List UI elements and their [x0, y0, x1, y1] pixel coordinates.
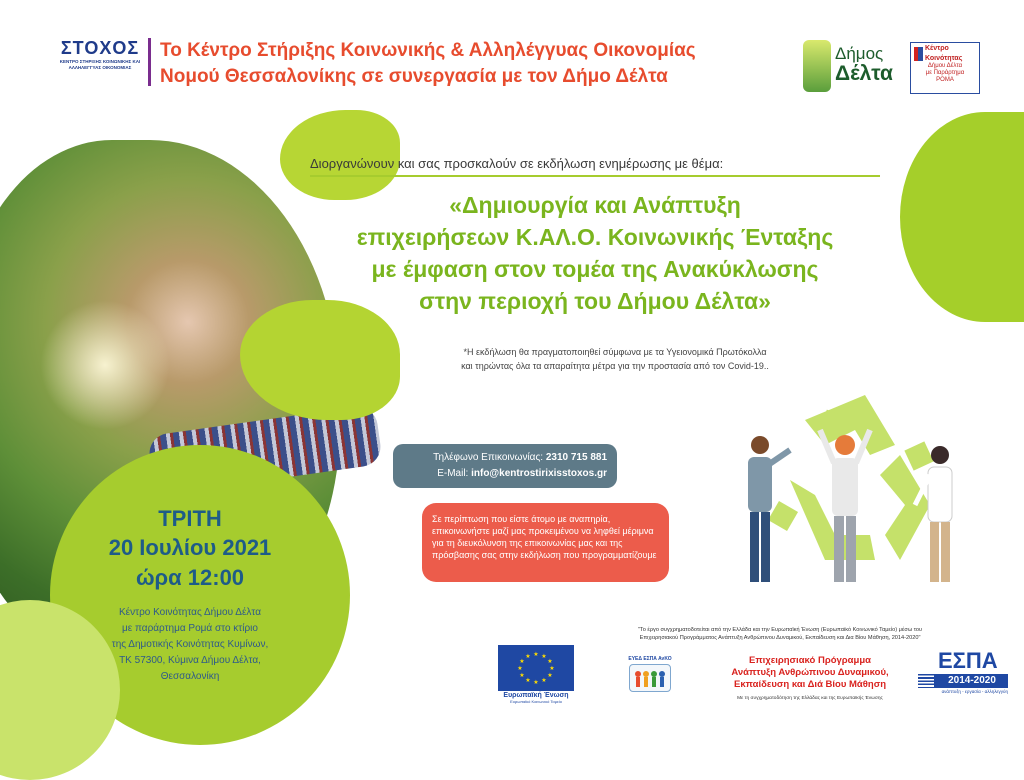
contact-email-row: [403, 466, 607, 482]
svg-text:★: ★: [525, 677, 531, 684]
event-title-line1: «Δημιουργία και Ανάπτυξη: [449, 192, 741, 218]
venue-line5: Θεσσαλονίκη: [160, 671, 220, 682]
op-cofunding-note: Με τη συγχρηματοδότηση της Ελλάδας και της Ευρωπαϊκής Ένωσης: [737, 696, 883, 701]
intro-text: Διοργανώνουν και σας προσκαλούν σε εκδήλωση ενημέρωσης με θέμα:: [310, 156, 724, 171]
header-title-line2: Νομού Θεσσαλονίκης σε συνεργασία με τον Δήμο Δέλτα: [160, 66, 668, 87]
contact-box: [393, 444, 617, 488]
venue-line1: Κέντρο Κοινότητας Δήμου Δέλτα: [119, 607, 261, 618]
event-title: [310, 189, 880, 317]
funding-note: [585, 626, 975, 642]
svg-text:★: ★: [541, 677, 547, 684]
event-time: ώρα 12:00: [135, 565, 245, 590]
eu-logo: [498, 645, 574, 705]
venue-line4: ΤΚ 57300, Κύμινα Δήμου Δέλτα,: [119, 655, 261, 666]
espa-logo: [918, 650, 1008, 708]
funding-line1: "Το έργο συγχρηματοδοτείται από την Ελλάδα και την Ευρωπαϊκή Ένωση (Ευρωπαϊκό Κοινωνικό Ταμείο) μέσω του: [637, 627, 923, 633]
kentro-line1: Κέντρο: [925, 45, 949, 52]
kentro-line2: Κοινότητας: [925, 55, 963, 62]
people-group-icon: [629, 664, 671, 692]
op-line2: Ανάπτυξη Ανθρώπινου Δυναμικού,: [731, 667, 889, 678]
event-day: ΤΡΙΤΗ: [158, 506, 222, 531]
svg-text:★: ★: [533, 651, 539, 658]
venue-line2: με παράρτημα Ρομά στο κτίριο: [122, 623, 258, 634]
eu-caption2: Ευρωπαϊκό Κοινωνικό Ταμείο: [510, 699, 562, 704]
espa-slogan: ανάπτυξη - εργασία - αλληλεγγύη: [941, 689, 1008, 694]
dimos-delta-emblem-icon: [803, 40, 831, 92]
svg-text:★: ★: [549, 665, 555, 672]
event-title-line4: στην περιοχή του Δήμου Δέλτα»: [419, 288, 771, 314]
photo-glare: [40, 300, 170, 430]
recycling-illustration: [730, 385, 980, 590]
covid-note-line1: *Η εκδήλωση θα πραγματοποιηθεί σύμφωνα με τα Υγειονομικά Πρωτόκολλα: [463, 347, 767, 357]
contact-phone[interactable]: 2310 715 881: [545, 452, 607, 463]
greek-flag-icon: [918, 674, 934, 688]
eyed-logo: [612, 656, 688, 706]
espa-years: 2014-2020: [918, 674, 1008, 688]
dimos-delta-line2: Δέλτα: [835, 62, 893, 85]
svg-text:★: ★: [547, 658, 553, 665]
covid-note: [420, 345, 810, 373]
covid-note-line2: και τηρώντας όλα τα απαραίτητα μέτρα για την προστασία από τον Covid-19..: [461, 361, 769, 371]
event-title-line3: με έμφαση στον τομέα της Ανακύκλωσης: [371, 256, 819, 282]
svg-text:★: ★: [533, 679, 539, 686]
contact-email-label: E-Mail:: [437, 468, 469, 479]
kentro-line3: Δήμου Δέλτα: [927, 63, 963, 69]
svg-text:★: ★: [519, 672, 525, 679]
op-line1: Επιχειρησιακό Πρόγραμμα: [749, 655, 871, 666]
contact-phone-label: Τηλέφωνο Επικοινωνίας:: [433, 452, 544, 463]
stoxos-logo-name: ΣΤΟΧΟΣ: [60, 38, 140, 58]
eu-flag-icon: [498, 645, 574, 691]
accessibility-notice: Σε περίπτωση που είστε άτομο με αναπηρία, επικοινωνήστε μαζί μας προκειμένου να ληφθεί μέριμνα για τη διευκόλυνση της επικοινωνίας μας και της πρόσβασης σας στην εκδήλωση που προγραμματίζουμε: [422, 503, 669, 582]
kentro-line4: με Παράρτημα: [925, 70, 965, 76]
header-title-line1: Το Κέντρο Στήριξης Κοινωνικής & Αλληλέγγυας Οικονομίας: [160, 40, 696, 61]
funding-line2: Επιχειρησιακού Προγράμματος Ανάπτυξη Ανθρώπινου Δυναμικού, Εκπαίδευση και Δια Βίου Μάθηση, 2014-2020": [639, 635, 921, 641]
eyed-caption: ΕΥΕΔ ΕΣΠΑ ΑνΚΟ: [628, 656, 672, 662]
header-divider: [148, 38, 151, 86]
event-venue: [65, 605, 315, 685]
person-icon: [918, 47, 923, 61]
dimos-delta-logo: [803, 40, 893, 92]
venue-line3: της Δημοτικής Κοινότητας Κυμίνων,: [111, 639, 269, 650]
svg-text:★: ★: [547, 672, 553, 679]
decor-blob-right: [900, 112, 1024, 322]
svg-text:★: ★: [541, 653, 547, 660]
stoxos-logo: [55, 38, 145, 78]
kentro-koinotitas-logo: [910, 42, 980, 94]
svg-text:★: ★: [517, 665, 523, 672]
dimos-delta-line1: Δήμος: [835, 44, 884, 63]
contact-phone-row: [403, 450, 607, 466]
op-line3: Εκπαίδευση και Διά Βίου Μάθηση: [733, 679, 887, 690]
svg-text:★: ★: [519, 658, 525, 665]
eu-caption: Ευρωπαϊκή Ένωση: [503, 692, 569, 699]
event-title-line2: επιχειρήσεων Κ.ΑΛ.Ο. Κοινωνικής Ένταξης: [356, 224, 834, 250]
kentro-line5: ΡΟΜΑ: [936, 77, 954, 83]
header-title: [160, 38, 780, 90]
operational-program: [710, 655, 910, 691]
intro-underline: [310, 175, 880, 177]
svg-text:★: ★: [525, 653, 531, 660]
event-date-block: [70, 505, 310, 593]
contact-email[interactable]: info@kentrostirixisstoxos.gr: [471, 468, 607, 479]
stoxos-logo-sub: ΚΕΝΤΡΟ ΣΤΗΡΙΞΗΣ ΚΟΙΝΩΝΙΚΗΣ ΚΑΙ ΑΛΛΗΛΕΓΓΥΑΣ ΟΙΚΟΝΟΜΙΑΣ: [59, 59, 141, 70]
event-date: 20 Ιουλίου 2021: [108, 535, 272, 560]
espa-title: ΕΣΠΑ: [938, 648, 998, 673]
decor-blob-left: [280, 110, 400, 200]
